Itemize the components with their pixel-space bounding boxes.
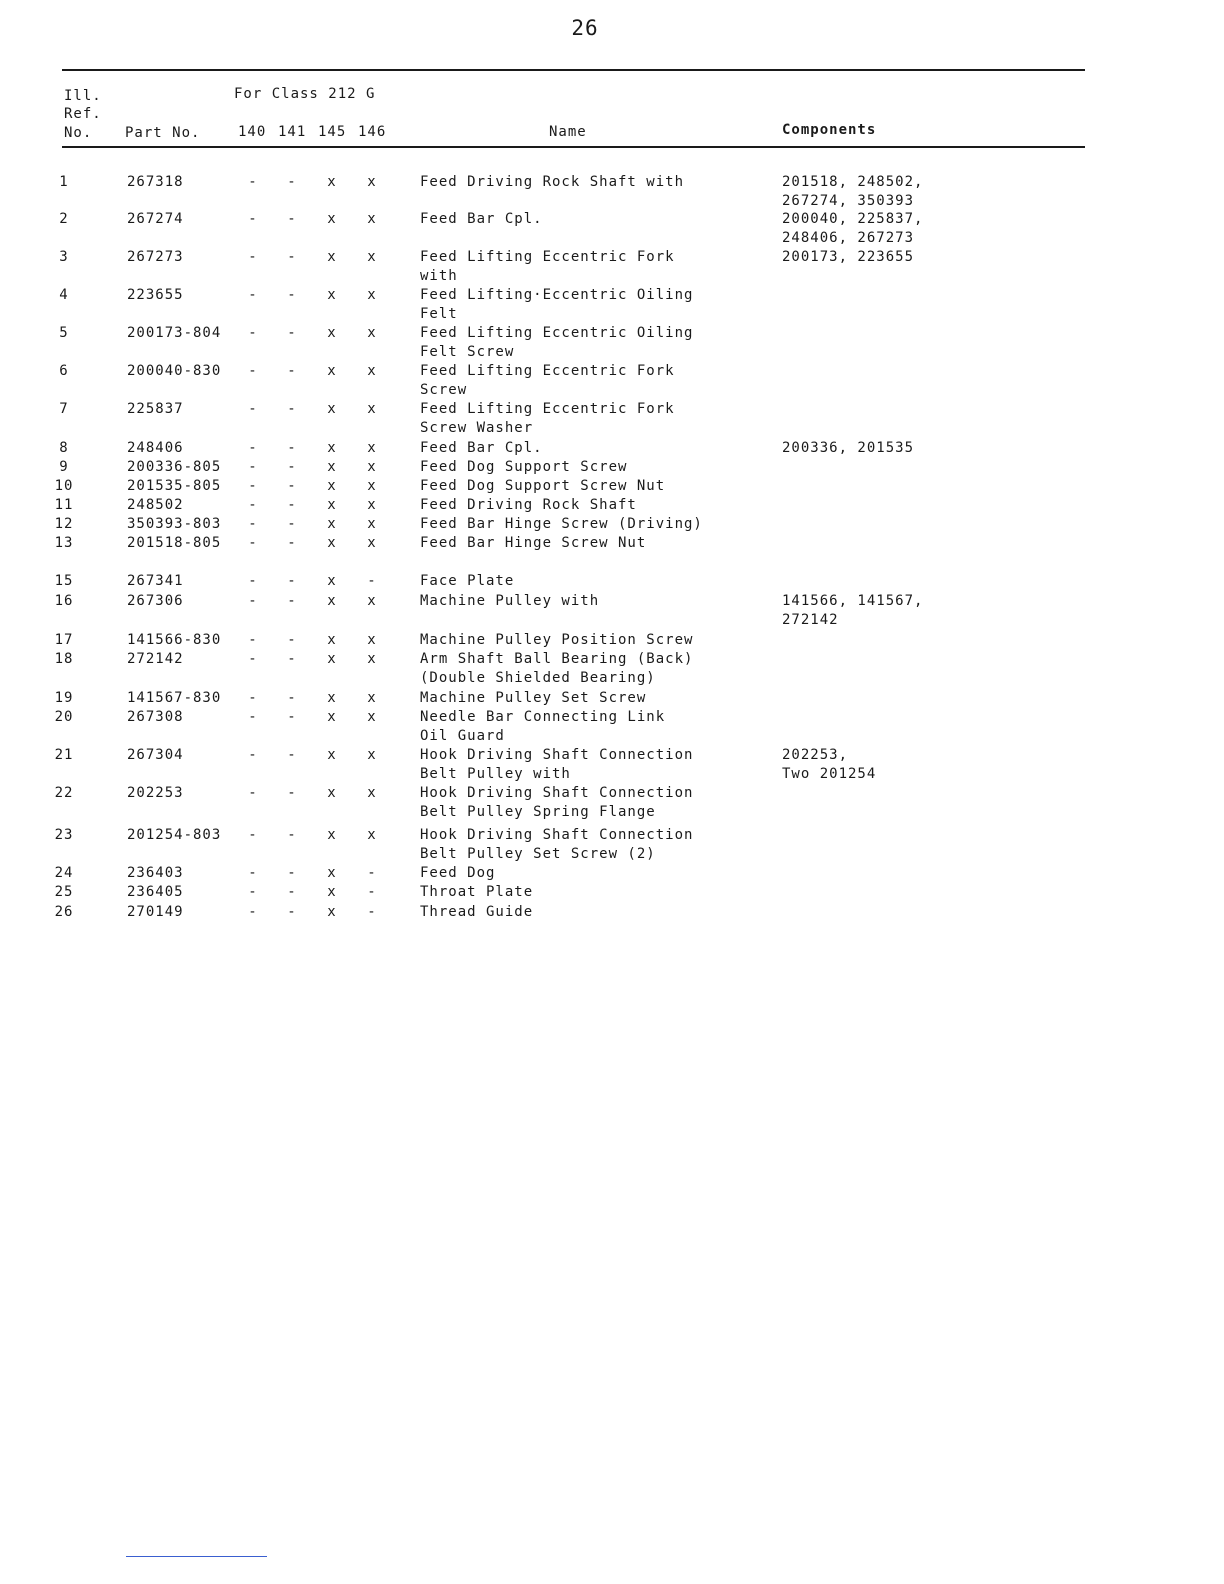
part-name: Needle Bar Connecting Link Oil Guard: [420, 709, 666, 744]
class-146-mark: -: [367, 884, 377, 900]
ref-number: 23: [54, 827, 74, 843]
part-number: 267306: [127, 593, 184, 609]
class-140-mark: -: [248, 325, 258, 341]
part-number: 267341: [127, 573, 184, 589]
class-141-mark: -: [287, 690, 297, 706]
part-number: 267273: [127, 249, 184, 265]
header-name: Name: [549, 124, 587, 140]
part-number: 272142: [127, 651, 184, 667]
class-146-mark: x: [367, 440, 377, 456]
part-name: Feed Dog: [420, 865, 496, 881]
components: 200040, 225837, 248406, 267273: [782, 211, 924, 246]
class-145-mark: x: [327, 827, 337, 843]
part-number: 236405: [127, 884, 184, 900]
part-name: Feed Driving Rock Shaft: [420, 497, 637, 513]
part-name: Machine Pulley Set Screw: [420, 690, 647, 706]
class-141-mark: -: [287, 287, 297, 303]
ref-number: 20: [54, 709, 74, 725]
ref-number: 3: [59, 249, 69, 265]
part-number: 248502: [127, 497, 184, 513]
class-140-mark: -: [248, 211, 258, 227]
header-ill: Ill.: [64, 88, 102, 104]
class-146-mark: x: [367, 497, 377, 513]
ref-number: 12: [54, 516, 74, 532]
part-name: Hook Driving Shaft Connection Belt Pulley Set Screw (2): [420, 827, 694, 862]
class-145-mark: x: [327, 325, 337, 341]
class-146-mark: -: [367, 573, 377, 589]
class-146-mark: x: [367, 651, 377, 667]
part-number: 201535-805: [127, 478, 222, 494]
class-145-mark: x: [327, 651, 337, 667]
class-141-mark: -: [287, 827, 297, 843]
part-name: Feed Bar Cpl.: [420, 440, 543, 456]
class-145-mark: x: [327, 401, 337, 417]
part-number: 200040-830: [127, 363, 222, 379]
class-145-mark: x: [327, 709, 337, 725]
class-146-mark: x: [367, 516, 377, 532]
header-class-141: 141: [278, 124, 307, 140]
class-141-mark: -: [287, 651, 297, 667]
part-name: Feed Lifting·Eccentric Oiling Felt: [420, 287, 694, 322]
class-146-mark: x: [367, 325, 377, 341]
ref-number: 21: [54, 747, 74, 763]
part-name: Throat Plate: [420, 884, 534, 900]
page-number: 26: [571, 16, 599, 40]
class-141-mark: -: [287, 632, 297, 648]
class-146-mark: x: [367, 459, 377, 475]
class-140-mark: -: [248, 827, 258, 843]
part-name: Face Plate: [420, 573, 515, 589]
class-145-mark: x: [327, 363, 337, 379]
class-141-mark: -: [287, 747, 297, 763]
ref-number: 15: [54, 573, 74, 589]
part-number: 267308: [127, 709, 184, 725]
components: 200336, 201535: [782, 440, 915, 456]
class-140-mark: -: [248, 516, 258, 532]
class-146-mark: x: [367, 174, 377, 190]
class-141-mark: -: [287, 535, 297, 551]
class-146-mark: -: [367, 865, 377, 881]
class-146-mark: x: [367, 401, 377, 417]
class-140-mark: -: [248, 174, 258, 190]
part-number: 202253: [127, 785, 184, 801]
class-146-mark: x: [367, 690, 377, 706]
part-number: 201518-805: [127, 535, 222, 551]
ref-number: 10: [54, 478, 74, 494]
class-145-mark: x: [327, 516, 337, 532]
class-141-mark: -: [287, 884, 297, 900]
footer-link-line: [126, 1556, 267, 1557]
class-141-mark: -: [287, 516, 297, 532]
ref-number: 4: [59, 287, 69, 303]
ref-number: 18: [54, 651, 74, 667]
part-number: 267318: [127, 174, 184, 190]
class-140-mark: -: [248, 884, 258, 900]
part-number: 141566-830: [127, 632, 222, 648]
components: 200173, 223655: [782, 249, 915, 265]
class-141-mark: -: [287, 249, 297, 265]
part-number: 248406: [127, 440, 184, 456]
class-141-mark: -: [287, 325, 297, 341]
ref-number: 2: [59, 211, 69, 227]
class-141-mark: -: [287, 497, 297, 513]
class-145-mark: x: [327, 287, 337, 303]
class-140-mark: -: [248, 363, 258, 379]
part-name: Thread Guide: [420, 904, 534, 920]
ref-number: 9: [59, 459, 69, 475]
class-140-mark: -: [248, 535, 258, 551]
class-145-mark: x: [327, 785, 337, 801]
part-name: Feed Dog Support Screw: [420, 459, 628, 475]
header-class-145: 145: [318, 124, 347, 140]
class-145-mark: x: [327, 459, 337, 475]
class-145-mark: x: [327, 747, 337, 763]
part-name: Hook Driving Shaft Connection Belt Pulley with: [420, 747, 694, 782]
class-145-mark: x: [327, 865, 337, 881]
ref-number: 11: [54, 497, 74, 513]
class-140-mark: -: [248, 440, 258, 456]
ref-number: 8: [59, 440, 69, 456]
components: 141566, 141567, 272142: [782, 593, 924, 628]
class-145-mark: x: [327, 690, 337, 706]
part-name: Machine Pulley with: [420, 593, 600, 609]
top-rule: [62, 69, 1085, 71]
ref-number: 13: [54, 535, 74, 551]
class-140-mark: -: [248, 651, 258, 667]
ref-number: 26: [54, 904, 74, 920]
class-141-mark: -: [287, 865, 297, 881]
part-number: 270149: [127, 904, 184, 920]
class-145-mark: x: [327, 632, 337, 648]
class-146-mark: x: [367, 632, 377, 648]
class-145-mark: x: [327, 884, 337, 900]
class-140-mark: -: [248, 593, 258, 609]
header-class-146: 146: [358, 124, 387, 140]
ref-number: 7: [59, 401, 69, 417]
ref-number: 22: [54, 785, 74, 801]
class-141-mark: -: [287, 904, 297, 920]
part-name: Hook Driving Shaft Connection Belt Pulley Spring Flange: [420, 785, 694, 820]
ref-number: 17: [54, 632, 74, 648]
class-140-mark: -: [248, 459, 258, 475]
class-145-mark: x: [327, 497, 337, 513]
class-146-mark: x: [367, 211, 377, 227]
class-146-mark: x: [367, 827, 377, 843]
class-145-mark: x: [327, 211, 337, 227]
ref-number: 6: [59, 363, 69, 379]
header-rule: [62, 146, 1085, 148]
components: 201518, 248502, 267274, 350393: [782, 174, 924, 209]
class-140-mark: -: [248, 249, 258, 265]
class-140-mark: -: [248, 401, 258, 417]
class-141-mark: -: [287, 785, 297, 801]
part-number: 201254-803: [127, 827, 222, 843]
class-141-mark: -: [287, 573, 297, 589]
header-part-no: Part No.: [125, 125, 201, 141]
ref-number: 16: [54, 593, 74, 609]
class-141-mark: -: [287, 211, 297, 227]
class-141-mark: -: [287, 478, 297, 494]
part-name: Arm Shaft Ball Bearing (Back) (Double Shielded Bearing): [420, 651, 694, 686]
part-name: Feed Bar Hinge Screw (Driving): [420, 516, 703, 532]
ref-number: 19: [54, 690, 74, 706]
class-145-mark: x: [327, 478, 337, 494]
ref-number: 5: [59, 325, 69, 341]
class-140-mark: -: [248, 632, 258, 648]
class-146-mark: -: [367, 904, 377, 920]
part-number: 200173-804: [127, 325, 222, 341]
part-name: Feed Bar Cpl.: [420, 211, 543, 227]
class-140-mark: -: [248, 785, 258, 801]
class-141-mark: -: [287, 593, 297, 609]
part-name: Feed Lifting Eccentric Oiling Felt Screw: [420, 325, 694, 360]
class-141-mark: -: [287, 174, 297, 190]
components: 202253, Two 201254: [782, 747, 877, 782]
class-145-mark: x: [327, 904, 337, 920]
header-class-140: 140: [238, 124, 267, 140]
ref-number: 1: [59, 174, 69, 190]
class-145-mark: x: [327, 535, 337, 551]
part-name: Feed Lifting Eccentric Fork with: [420, 249, 675, 284]
class-140-mark: -: [248, 690, 258, 706]
class-146-mark: x: [367, 709, 377, 725]
class-141-mark: -: [287, 440, 297, 456]
class-140-mark: -: [248, 747, 258, 763]
part-name: Feed Driving Rock Shaft with: [420, 174, 685, 190]
header-ref: Ref.: [64, 106, 102, 122]
class-145-mark: x: [327, 249, 337, 265]
class-146-mark: x: [367, 287, 377, 303]
class-140-mark: -: [248, 573, 258, 589]
part-number: 267274: [127, 211, 184, 227]
class-146-mark: x: [367, 593, 377, 609]
part-name: Feed Dog Support Screw Nut: [420, 478, 666, 494]
class-141-mark: -: [287, 709, 297, 725]
header-components: Components: [782, 122, 877, 138]
part-number: 223655: [127, 287, 184, 303]
class-146-mark: x: [367, 785, 377, 801]
class-146-mark: x: [367, 478, 377, 494]
part-name: Feed Lifting Eccentric Fork Screw: [420, 363, 675, 398]
class-145-mark: x: [327, 573, 337, 589]
class-141-mark: -: [287, 459, 297, 475]
class-145-mark: x: [327, 174, 337, 190]
class-140-mark: -: [248, 497, 258, 513]
class-146-mark: x: [367, 249, 377, 265]
class-145-mark: x: [327, 593, 337, 609]
class-140-mark: -: [248, 904, 258, 920]
class-141-mark: -: [287, 363, 297, 379]
class-140-mark: -: [248, 478, 258, 494]
part-number: 350393-803: [127, 516, 222, 532]
part-number: 236403: [127, 865, 184, 881]
part-number: 225837: [127, 401, 184, 417]
part-name: Feed Bar Hinge Screw Nut: [420, 535, 647, 551]
class-140-mark: -: [248, 287, 258, 303]
part-name: Machine Pulley Position Screw: [420, 632, 694, 648]
ref-number: 24: [54, 865, 74, 881]
part-number: 200336-805: [127, 459, 222, 475]
header-class: For Class 212 G: [234, 86, 376, 102]
class-146-mark: x: [367, 747, 377, 763]
part-number: 141567-830: [127, 690, 222, 706]
header-no: No.: [64, 125, 93, 141]
ref-number: 25: [54, 884, 74, 900]
class-146-mark: x: [367, 535, 377, 551]
part-number: 267304: [127, 747, 184, 763]
class-145-mark: x: [327, 440, 337, 456]
class-141-mark: -: [287, 401, 297, 417]
part-name: Feed Lifting Eccentric Fork Screw Washer: [420, 401, 675, 436]
class-146-mark: x: [367, 363, 377, 379]
class-140-mark: -: [248, 709, 258, 725]
class-140-mark: -: [248, 865, 258, 881]
